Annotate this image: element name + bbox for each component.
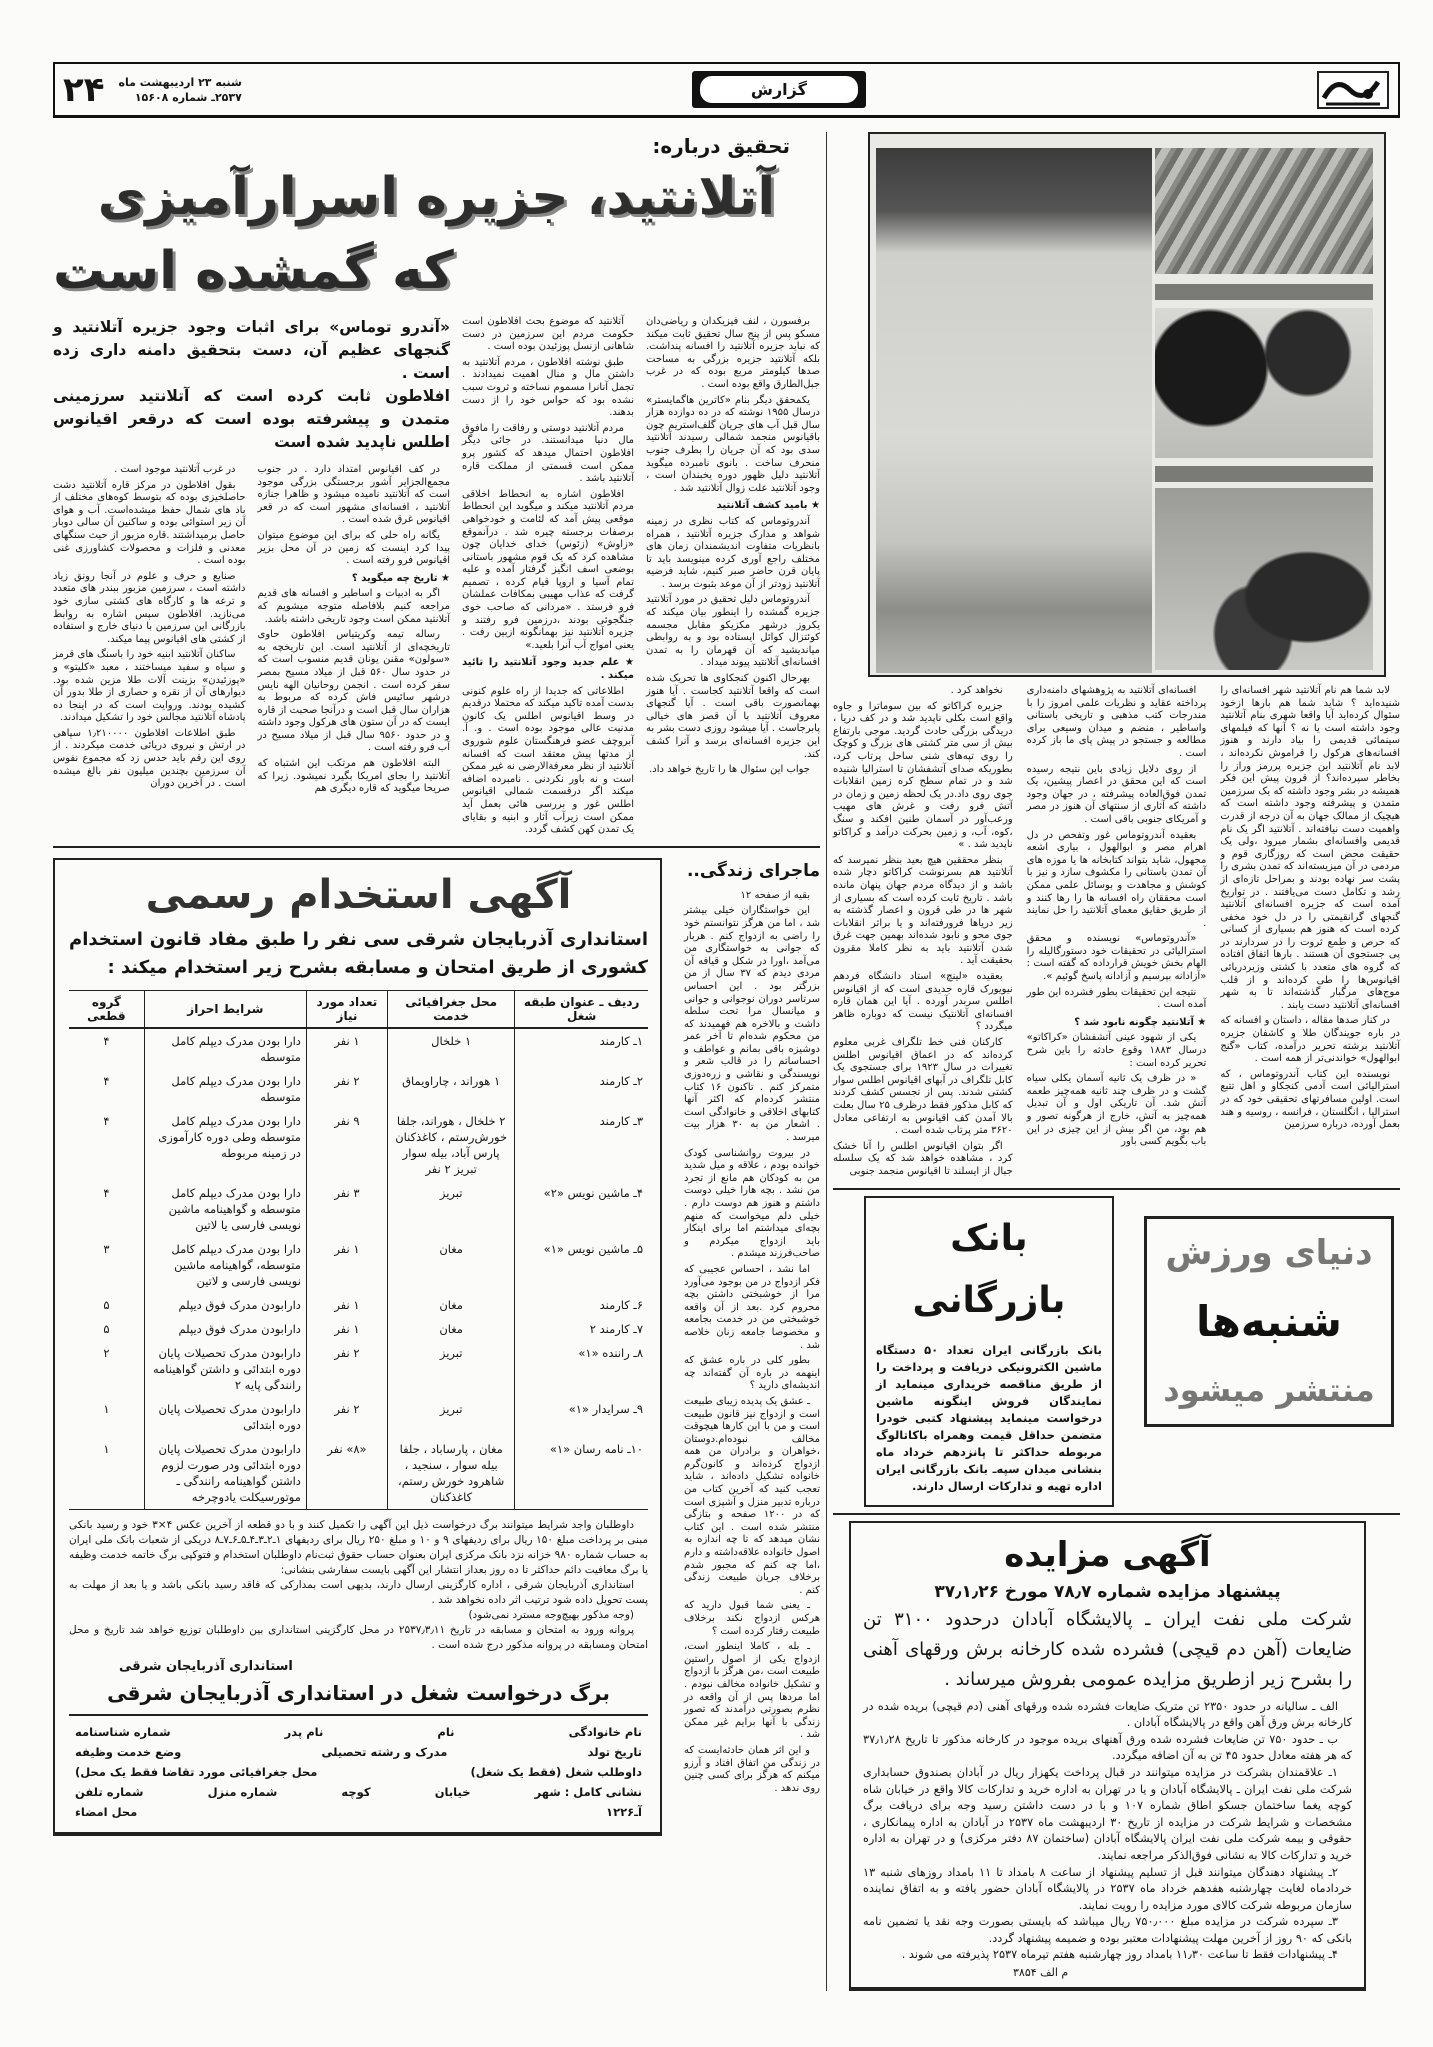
table-cell: ۹ نفر xyxy=(306,1109,387,1181)
paragraph: کارکنان فنی خط تلگراف غربی معلوم کرده‌اند که در اعماق اقیانوس اطلس تغییرات در سال ۱۹۲۳ برای جستجوی یک کابل تلگراف در آبهای اقیانوس اطلس سوار کشتی شدند. پس از تجسس کشف کردند که کابل مذکور فقط درظرف ۲۵ سال بعلت بالا آمدن کف اقیانوس به ارتفاعی معادل ۳۶۲۰ متر پرتاب شده است . xyxy=(832,1037,1013,1137)
application-form-title: برگ درخواست شغل در استانداری آذربایجان شرقی xyxy=(107,1680,610,1705)
form-field-label[interactable]: نام پدر xyxy=(284,1724,324,1739)
paragraph: پروانه ورود به امتحان و مسابقه در تاریخ ۲۵۳۷٫۳٫۱۱ در محل کارگزینی استانداری بین داوطلبان توزیع خواهد شد تاریخ و محل امتحان ومسابقه در پروانه مذکور درج شده است . xyxy=(69,1623,648,1651)
auction-ad-title: آگهی مزایده xyxy=(1004,1534,1211,1575)
form-row xyxy=(69,1742,648,1762)
table-cell: ۵ xyxy=(103,1321,110,1336)
table-row xyxy=(69,1341,648,1397)
table-cell: ۱۰ـ نامه رسان «۱» xyxy=(515,1437,648,1510)
paragraph: استانداری آذربایجان شرقی ، اداره کارگزینی ارسال دارند، بدیهی است بمدارکی که فاقد رسید بانکی باشد و یا بعد از مهلت به پست تحویل داده شود ترتیب اثر داده نخواهد شد . xyxy=(69,1578,648,1606)
column-header: شرایط احراز xyxy=(144,990,306,1028)
form-field-label[interactable]: تاریخ تولد xyxy=(587,1744,642,1759)
table-cell: ۱ نفر xyxy=(306,1293,387,1317)
sport-ad-box xyxy=(1144,1216,1394,1428)
paragraph: ۲ـ پیشنهاد دهندگان میتوانند قبل از تسلیم پیشنهاد از ساعت ۸ بامداد تا ۱۱ بامداد روزهای شنبه ۱۳ خردادماه لغایت چهارشنبه هفدهم خرداد ماه ۲۵۳۷ در پالایشگاه آبادان حضور یافته و به اتفاق نماینده سازمان مربوطه شرکت کالای مورد مزایده را رویت نمایند. xyxy=(863,1865,1353,1912)
deck-paragraph: افلاطون ثابت کرده است که آتلانتید سرزمینی متمدن و پیشرفته بوده است که درقعر اقیانوس اطلس ناپدید شده است xyxy=(53,387,450,451)
paragraph: افلاطون اشاره به انحطاط اخلاقی مردم آتلانتید میکند و میگوید این انحطاط موقعی پیش آمد که لئامت و خودخواهی برصفات برجسته چیره شد . درآنموقع «زاوش» (زئوس) خدای خدایان چون مشاهده کرد که یک قوم مشهور باستانی بوضعی اسف انگیز گرفتار آمده و علیه تمام آسیا و اروپا قیام کرده ، تصمیم گرفت که عذاب مهیبی بمکافات عملشان فرو فرستد . «مردانی که صاحب خوی جنگجوئی بودند ،درزمین فرو رفتند و جزیره آتلانتید نیز بهمانگونه ازبین رفت . یعنی امواج آب آنرا بلعید.» xyxy=(462,488,634,651)
table-cell: دارا بودن مدرک دیپلم کامل متوسطه وطی دوره کارآموزی در زمینه مربوطه xyxy=(144,1109,306,1181)
right-section xyxy=(826,132,1400,1991)
headline-line-1: آتلانتید، جزیره اسرارآمیزی xyxy=(97,167,776,227)
auction-ad-lead: شرکت ملی نفت ایران ـ پالایشگاه آبادان درحدود ۳۱۰۰ تن ضایعات (آهن دم قیچی) فشرده شده کارخانه برش ورقهای آهنی را بشرح زیر ازطریق مزایده عمومی بفروش میرساند . xyxy=(863,1608,1352,1690)
paragraph: افسانه‌ای آتلانتید به پژوهشهای دامنه‌داری پرداخته عقاید و نظریات علمی امروز را با مندرجات کتب مذهبی و تاریخی باستانی واساطیر ، منضم و میدان وسیعی برای مطالعه و جستجو در پیش پای ما باز کرده است . xyxy=(1026,685,1207,759)
table-row xyxy=(69,1109,648,1181)
newspaper-logo-icon xyxy=(1316,68,1390,112)
table-cell: دارابودن مدرک تحصیلات پایان دوره ابتدائی xyxy=(144,1397,306,1437)
paragraph: داوطلبان واجد شرایط میتوانند برگ درخواست ذیل این آگهی را تکمیل کنند و با دو قطعه از آخرین عکس ۴×۳ خود و رسید بانکی مبنی بر پرداخت مبلغ ۱۵۰ ریال برای ردیفهای ۹ و ۱۰ و مبلغ ۲۵۰ ریال برای ردیفهای ۱ـ۲ـ۳ـ۴ـ۵ـ۶ـ۷ـ۸ دریکی از شعبات بانک ملی ایران به حساب شماره ۹۸۰ خزانه نزد بانک مرکزی ایران بعنوان حساب حقوق ثبت‌نام داوطلبان استخدام و فتوکپی برگ خاتمه خدمت وظیفه یا برگ معافیت دائم حداکثر تا ده روز بعداز انتشار این آگهی بایست سفارشی بنشانی: xyxy=(69,1518,648,1576)
divider xyxy=(833,1188,1400,1190)
form-divider xyxy=(69,1714,648,1716)
divider xyxy=(53,846,820,848)
table-cell: ۲ نفر xyxy=(306,1069,387,1109)
paragraph: بعقیده «لینچ» استاد دانشگاه فردهم نیویورک قاره جدیدی است که از اقیانوس اطلس سربدر آورده . آیا این همان قاره افسانه‌ای آتلانتیک نیست که دوباره ظاهر میگردد ؟ xyxy=(832,971,1013,1033)
form-row xyxy=(69,1722,648,1742)
table-cell: ۱ هوراند ، چاراویماق xyxy=(387,1069,514,1109)
form-row xyxy=(69,1802,648,1822)
paragraph: (وجه مذکور بهیچ‌وجه مسترد نمی‌شود) xyxy=(468,1608,634,1621)
paragraph: الف ـ سالیانه در حدود ۲۳۵۰ تن متریک ضایعات فشرده شده ورقهای آهنی (دم قیچی) بریده شده در کارخانه برش ورق آهن واقع در پالایشگاه آبادان . xyxy=(863,1699,1352,1730)
application-form xyxy=(69,1722,648,1822)
paragraph: آندروتوماس دلیل تحقیق در مورد آتلانتید جزیره گمشده را اینطور بیان میکند که یکروز درشهر مکزیکو مقابل مجسمه کوئتزال کوائل ایستاده بود و به روابطی میاندیشید که آن قهرمان را به تمدن افسانه‌ای آتلانتید پیوند میداد . xyxy=(646,594,820,669)
paragraph: طبق اطلاعات افلاطون ۱٫۲۱۰۰۰۰ سپاهی در ارتش و نیروی دریائی خدمت میکردند . از روی این رقم باید حدس زد که مجموع نفوس آن سرزمین بچندین میلیون نفر بالغ میشده است . در آخرین دوران xyxy=(53,727,246,790)
article-column xyxy=(1027,685,1207,1182)
article-column xyxy=(833,685,1013,1182)
table-cell: ۱ نفر xyxy=(306,1028,387,1069)
table-cell: دارابودن مدرک تحصیلات پایان دوره ابتدائی و داشتن گواهینامه رانندگی پایه ۲ xyxy=(144,1341,306,1397)
photo-palm-trees xyxy=(1155,308,1373,458)
paragraph: ـ یعنی شما قبول دارید که هرکس ازدواج نکند برخلاف طبیعت رفتار کرده است ؟ xyxy=(684,1600,820,1637)
paragraph: نویسنده این کتاب آندروتوماس ، که استرالیائی است آدمی کنجکاو و اهل تتبع است. اولین مسافرتهای تحقیقی خود که در استرالیا ، انگلستان ، فرانسه ، روسیه و هند بعمل آورده، درباره سرزمین xyxy=(1220,1068,1400,1131)
paragraph: جزیره کراکاتو که بین سوماترا و جاوه واقع است بکلی ناپدید شد و در کف دریا ، دریدگی بزرگی حادث گردید. موجی بارتفاع بیش از سی متر کشتی های بزرگ و کوچک را روی تپه‌های شنی ساحل پرتاب کرد، بطوریکه صدای آتشفشان تا استرالیا شنیده شد و در تمام سطح کره زمین انقلابات جوی روی داد.در یک لحظه زمین و زمان در آتش فرو رفت و غرش های مهیب ورعب‌آور در آسمان طنین افکند و سنگ ،کوه، آب، و زمین بحرکت درآمد و کراکاتو ناپدید شد . » xyxy=(832,700,1013,851)
paragraph: رساله تیمه وکریتیاس افلاطون حاوی تاریخچه‌ای از آتلانتید است. این تاریخچه به «سولون» مقنن یونان قدیم منسوب است که در حدود سال ۵۶۰ قبل از میلاد مسیح بمصر سفر کرده است . انجمن روحانیان الهه نایس درشهر سائیس فاش کرده که مربوط به هزاران سال قبل است و درآنجا صحبت از قاره ایست که در آن ستون های هرکول وجود داشته و در حدود ۹۵۶۰ سال قبل از میلاد مسیح در آب فرو رفته است . xyxy=(257,629,450,754)
table-row xyxy=(69,1069,648,1109)
photo-beach-rocks xyxy=(876,148,1152,673)
life-story-section xyxy=(678,858,820,1836)
paragraph: در بیروت روانشناسی کودک خوانده بودم ، علاقه و میل شدید من به کودکان هم مانع از تجرد من نشد . بچه هارا خیلی دوست داشتم و هنوز هم دوست دارم . خیلی دلم میخواست که منهم بچه‌ای میداشتم اما برای اینکار باید ازدواج میکردم و صاحب‌فرزند میشدم . xyxy=(684,1147,820,1260)
life-story-title: ماجرای زندگی.. xyxy=(686,860,820,881)
auction-ad-box xyxy=(849,1521,1366,1992)
table-row xyxy=(69,1028,648,1069)
issue-info xyxy=(63,70,242,110)
issue-date xyxy=(119,75,242,105)
life-story-column xyxy=(684,890,820,1796)
table-cell: مغان ، پارساباد ، جلفا بیله سوار ، سنجید ، شاهرود خورش رستم، کاغذکنان xyxy=(387,1437,514,1510)
paragraph: ۱ـ علاقمندان بشرکت در مزایده میتوانند در قبال پرداخت یکهزار ریال در آبادان بصندوق حسابداری شرکت ملی نفت ایران ـ پالایشگاه آبادان و یا در تهران به اداره خرید و تدارکات کالا واقع در خیابان شاه کوچه یغما ساختمان جسکو اطاق شماره ۱۰۷ و با در دست داشتن رسید وجه برای دریافت برگ مشخصات و شرایط شرکت در مزایده از تاریخ ۳۰ اردیبهشت ماه ۲۵۳۷ در آبادان به اداره پیمانکاری ، حقوقی و بیمه شرکت ملی نفت ایران پالایشگاه آبادان (ساختمان ۸۷ دفتر مرکزی) و در تهران به اداره خرید و تدارکات کالا به نشانی فوق‌الذکر مراجعه نمایند. xyxy=(863,1765,1352,1862)
table-cell: دارا بودن مدرک دیپلم کامل متوسطه و گواهینامه ماشین نویسی فارسی یا لاتین xyxy=(144,1181,306,1237)
table-cell: ۳ xyxy=(103,1241,110,1256)
page-body xyxy=(53,132,1400,1991)
auction-ad-code: م الف ۳۸۵۴ xyxy=(1013,1966,1069,1980)
paragraph: نخواهد کرد . xyxy=(950,685,1003,696)
paragraph: بقیه از صفحه ۱۲ xyxy=(740,889,810,901)
paragraph: اما نشد ، احساس عجیبی که فکر ازدواج در من بوجود می‌آورد مرا از خوشبختی داشتن بچه محروم کرد .بعد از آن واقعه خوشبختی من در خدمت بجامعه و مخصوصا جامعه زنان خلاصه شد . xyxy=(684,1263,820,1351)
article-kicker: تحقیق درباره: xyxy=(652,134,790,158)
paragraph: ۳ـ سپرده شرکت در مزایده مبلغ ۷۵۰٫۰۰۰ ریال میباشد که بایستی بصورت وجه نقد یا تضمین نامه بانکی که ۹۰ روز از آخرین مهلت پیشنهادات معتبر بوده و ضمیمه پیشنهاد گردد. xyxy=(863,1915,1352,1945)
headline-line-2-wrap xyxy=(53,234,820,308)
right-article-columns xyxy=(833,685,1400,1182)
photo-mountains xyxy=(1155,148,1373,274)
paragraph: اطلاعاتی که جدیدا از راه علوم کنونی بدست آمده تاکید میکند که محتملا درقدیم در وسط اقیانوس اطلس یک کانون مدنیت عالی موجود بوده است . و. آ. آبروچف عضو فرهنگستان علوم شوروی از مدتها پیش معتقد است که افسانه آتلانتید از نظر معرفة‌الارضی نه غیر ممکن است و نه باور نکردنی . نامبرده اضافه میکند اگر درقسمت شمالی اقیانوس اطلس غور و بررسی هائی بعمل آید ممکن است زیرآب آثار و ابنیه و بقایای یک تمدن کهن کشف گردد. xyxy=(462,685,634,836)
form-field-label[interactable]: کوچه xyxy=(341,1784,371,1799)
table-cell: تبریز xyxy=(387,1181,514,1237)
form-field-label[interactable]: شماره شناسنامه xyxy=(75,1724,171,1739)
left-section xyxy=(53,132,820,1836)
divider xyxy=(833,1513,1400,1515)
table-cell: ۵ـ ماشین نویس «۱» xyxy=(515,1237,648,1293)
article-column xyxy=(258,464,451,799)
paragraph: یکمحقق دیگر بنام «کاترین هاگمایستر» درسال ۱۹۵۵ نوشته که در ده دوازده هزار سال قبل آب های جریان گلف‌استریم چون باقیانوس منجمد شمالی رسیدند آتلانتید سدی بود که آن جریان را بطرف جنوب منحرف ساخت . بانوی نامبرده میگوید آتلانتید دلیل ظهور دوره یخبندان است ، وجود آتلانتید علت زوال آتلانتید شد . xyxy=(646,394,820,494)
paragraph: بقول افلاطون در مرکز قاره آتلانتید دشت حاصلخیزی بوده که بتوسط کوه‌های مختلف از باد های شمال حفظ میشده‌است. آب و هوای آن زیر استوائی بوده و ساکنین آن سالی دوبار حاصل برمیداشتند .قاره مزبور از حیث سنگهای معدنی و فلزات و محصولات کشاورزی غنی بوده است . xyxy=(53,479,246,567)
form-row xyxy=(69,1782,648,1802)
table-cell: مغان xyxy=(387,1293,514,1317)
form-field-label[interactable]: داوطلب شغل (فقط یک شغل) xyxy=(470,1764,642,1779)
table-cell: دارابودن مدرک تحصیلات پایان دوره ابتدائی ودر صورت لزوم داشتن گواهینامه رانندگی ـ موتورسیکلت یادوچرخه xyxy=(144,1437,306,1510)
column-header: تعداد مورد نیاز xyxy=(306,990,387,1028)
table-cell: ۹ـ سرایدار «۱» xyxy=(515,1397,648,1437)
paragraph: جواب این سئوال ها را تاریخ خواهد داد. xyxy=(649,764,810,776)
table-row xyxy=(69,1181,648,1237)
newspaper-page xyxy=(53,0,1400,1991)
paragraph: یکی از شهود عینی آتشفشان «کراکاتو» درسال ۱۸۸۳ وقوع حادثه را باین شرح تحریر کرده است : xyxy=(1026,1032,1207,1069)
sport-ad-line: منتشر میشود xyxy=(1163,1371,1375,1410)
paragraph: برفسورن ، لنف فیزیکدان و ریاضی‌دان مسکو پس از پنج سال تحقیق ثابت میکند که نباید جزیره آتلانتید را افسانه پنداشت. بلکه آتلانتید جزیره بزرگی به مساحت صدها کیلومتر مربع بوده که در غرب جبل‌الطارق واقع بوده است . xyxy=(646,316,820,390)
article-deck xyxy=(53,316,450,454)
table-cell: دارا بودن مدرک دیپلم کامل متوسطه xyxy=(144,1028,306,1069)
photo-divider-bar xyxy=(1155,284,1373,300)
paragraph: «آندروتوماس» نویسنده و محقق استرالیائی در تحقیقات خود دستورگالیله را الهام بخش خویش قرارداده که گفته است : «آزادانه بپرسیم و آزادانه پاسخ گوئیم ». xyxy=(1026,933,1207,983)
form-field-label[interactable]: وضع خدمت وظیفه xyxy=(75,1744,182,1759)
job-ad-title: آگهی استخدام رسمی xyxy=(145,871,572,918)
paragraph: از روی دلایل زیادی باین نتیجه رسیده است که این محقق در اعصار پیشین، یک تمدن فوق‌العاده پیشرفته ، در جهان وجود داشته که آثاری از سنتهای آن هنوز در مصر و آمریکای جنوبی باقی است . xyxy=(1026,763,1207,825)
job-ad-and-life-story xyxy=(53,858,820,1836)
table-row xyxy=(69,1437,648,1510)
paragraph: آتلانتید که موضوع بحث افلاطون است حکومت مردم این سرزمین در دست شاهانی ازنسل پوزئیدن بوده است . xyxy=(462,316,634,353)
form-field-label[interactable]: نام xyxy=(437,1724,455,1739)
table-cell: ۱ نفر xyxy=(306,1317,387,1341)
form-field-label[interactable]: شماره تلفن xyxy=(75,1784,144,1799)
table-cell: دارا بودن مدرک دیپلم کامل متوسطه، گواهینامه ماشین نویسی فارسی و لاتین xyxy=(144,1237,306,1293)
article-deck-and-columns xyxy=(53,316,450,840)
paragraph: اگر به ادبیات و اساطیر و افسانه های قدیم مراجعه کنیم بلافاصله متوجه میشویم که آتلانتید ممکن است وجود تاریخی داشته باشد. xyxy=(257,588,450,625)
form-row xyxy=(69,1762,648,1782)
table-cell: ۳ـ کارمند xyxy=(515,1109,648,1181)
form-field-label[interactable]: خیابان xyxy=(434,1784,471,1799)
photo-divider-bar xyxy=(1155,466,1373,482)
article-column xyxy=(53,464,246,799)
paragraph: در کنار صدها مقاله ، داستان و افسانه که در باره جویندگان طلا و کاشفان جزیره آتلانتید برشته تحریر درآمده، کتاب «گنج ابوالهول» خواندنی‌تر از همه است . xyxy=(1220,1015,1400,1065)
table-cell: دارابودن مدرک فوق دیپلم xyxy=(144,1293,306,1317)
table-cell: مغان xyxy=(387,1237,514,1293)
subheading: ★ بامید کشف آتلانتید xyxy=(716,500,820,512)
table-cell: مغان xyxy=(387,1317,514,1341)
table-row xyxy=(69,1293,648,1317)
job-ad-box xyxy=(53,858,662,1836)
article-column xyxy=(462,316,634,840)
form-field-label[interactable]: شماره منزل xyxy=(207,1784,278,1799)
column-header: محل جغرافیائی خدمت xyxy=(387,990,514,1028)
sport-ad-line: دنیای ورزش xyxy=(1165,1232,1373,1273)
subheading: ★ علم جدید وجود آتلانتید را تائید میکند . xyxy=(462,657,634,682)
paragraph: طبق نوشته افلاطون ، مردم آتلانتید به داشتن مال و منال اهمیت نمیدادند . تجمل آنانرا مسموم نساخته و ثروت سبب نشده بود که حواس خود را از دست بدهند. xyxy=(462,356,634,419)
paragraph: ۴ـ پیشنهادات فقط تا ساعت ۱۱٫۳۰ بامداد روز چهارشنبه هفتم تیرماه ۲۵۳۷ پذیرفته می شوند . xyxy=(901,1948,1338,1962)
paragraph: در کف اقیانوس امتداد دارد . در جنوب مجمع‌الجزایر آشور برجستگی بزرگی موجود است که آتلانتید نامیده میشود و ظاهرا جنازه آتلانتید ، افسانه‌ای مشهور است که در قعر اقیانوس غرق شده است . xyxy=(257,464,450,526)
table-cell: ۲ نفر xyxy=(306,1397,387,1437)
job-ad-notes xyxy=(69,1518,648,1653)
deck-paragraph: «آندرو توماس» برای اثبات وجود جزیره آتلانتید و گنجهای عظیم آن، دست بتحقیق دامنه داری زده است . xyxy=(53,318,450,382)
table-cell: ۴ xyxy=(103,1113,110,1128)
bank-ad-title: بانک xyxy=(950,1217,1028,1259)
form-field-label[interactable]: نشانی کامل : شهر xyxy=(534,1784,642,1799)
photo-collage xyxy=(868,132,1386,677)
table-cell: ۴ xyxy=(103,1073,110,1088)
paragraph: نتیجه این تحقیقات بطور فشرده این طور آمده است . xyxy=(1026,986,1207,1011)
paragraph: صنایع و حرف و علوم در آنجا رونق زیاد داشته است ، سرزمین مزبور ببندر های متعدد و ترعه ها و کارگاه های کشتی سازی خود می‌نازید. افلاطون سپس اشاره به روابط بازرگانی این سرزمین با دنیای خارج و استفاده از کشتی های اقیانوس پیما میکند. xyxy=(53,570,246,645)
subheading: ★ آتلانتید چگونه نابود شد ؟ xyxy=(1074,1016,1207,1028)
table-cell: ۱ xyxy=(103,1401,110,1416)
paragraph: ـ بله ، کاملا اینطور است، ازدواج یکی از اصول راستین طبیعت است ،من هرگز با ازدواج و تشکیل خانواده مخالف نبودم . اما مردها پس از آن واقعه در نظرم بصورتی درآمدند که تصور زندگی با آنها برایم غیر ممکن شد . xyxy=(684,1641,820,1741)
table-cell: دارا بودن مدرک دیپلم کامل متوسطه xyxy=(144,1069,306,1109)
subheading: ★ تاریخ چه میگوید ؟ xyxy=(351,572,450,584)
date-line: شنبه ۲۳ اردیبهشت ماه xyxy=(118,75,242,89)
form-field-label[interactable]: مدرک و رشته تحصیلی xyxy=(321,1744,448,1759)
photo-couple-on-beach xyxy=(1155,488,1373,670)
job-table xyxy=(69,990,648,1510)
table-cell: ۱ نفر xyxy=(306,1237,387,1293)
bank-ad-title: بازرگانی xyxy=(912,1279,1066,1321)
table-cell: دارابودن مدرک فوق دیپلم xyxy=(144,1317,306,1341)
page-header-frame xyxy=(53,62,1400,118)
section-label: گزارش xyxy=(700,76,858,103)
paragraph: بهرحال اکنون کنجکاوی ها تحریک شده است که واقعا آتلانتید کجاست . آیا هنوز بهمانصورت باقی است . آیا گنجهای معروف آتلانتید با آن قصر های خیالی پابرجاست . آیا میشود روزی دست بشر به این جزیره افسانه‌ای برسد و آنرا کشف کند. xyxy=(646,673,820,760)
paragraph: اگر بتوان اقیانوس اطلس را آنا خشک کرد ، مشاهده خواهد شد که یک سلسله جبال از ایسلند تا اقیانوس منجمد جنوبی xyxy=(832,1140,1013,1177)
paragraph: یگانه راه حلی که برای این موضوع میتوان پیدا کرد اینست که زمین در آن محل بزیر اقیانوس فرو رفته است . xyxy=(257,529,450,567)
form-field-label[interactable]: محل امضاء xyxy=(75,1804,138,1819)
table-cell: ۲ نفر xyxy=(306,1341,387,1397)
paragraph: در غرب آتلانتید موجود است . xyxy=(114,464,236,475)
table-cell: «۸» نفر xyxy=(306,1437,387,1510)
job-ad-intro: استانداری آذربایجان شرقی سی نفر را طبق مفاد قانون استخدام کشوری از طریق امتحان و مسابقه بشرح زیر استخدام میکند : xyxy=(69,928,648,978)
table-cell: ۶ـ کارمند xyxy=(515,1293,648,1317)
form-field-label[interactable]: نام خانوادگی xyxy=(568,1724,642,1739)
table-row xyxy=(69,1237,648,1293)
table-cell: ۲ خلخال ، هوراند، جلفا خورش‌رستم ، کاغذکنان پارس آباد، بیله سوار تبریز ۲ نفر xyxy=(387,1109,514,1181)
paragraph: ب ـ حدود ۷۵۰ تن ضایعات فشرده شده ورق آهنهای بریده موجود در کارخانه مذکور تا تاریخ ۳۷٫۱٫۲۸ که هر هفته معادل حدود ۴۵ تن به آن اضافه میگردد. xyxy=(863,1732,1352,1763)
sport-ad-line: شنبه‌ها xyxy=(1196,1297,1342,1347)
paragraph: بنظر محققین هیچ بعید بنظر نمیرسد که آتلانتید هم بسرنوشت کراکاتو دچار شده باشد و از دیدگاه مردم جهان پنهان مانده باشد . تاریخ ثابت کرده است که بسیاری از شهر ها در طی قرون و اعصار گذشته به زیر دریاها فرورفته‌اند و یا براثر انقلابات جوی محو و نابود شده‌اند بهمین جهت غرق شدن آتلانتید باید به نظر کاملا مقرون بحقیقت آید . xyxy=(832,854,1013,967)
table-cell: ۴ xyxy=(103,1033,110,1048)
paragraph: لابد شما هم نام آتلانتید شهر افسانه‌ای را شنیده‌اید ؟ شاید شما هم بارها ازخود سئوال کرده‌اید آیا واقعا شهری بنام آتلانتید وجود داشته است یا نه ؟ آنها که فیلمهای سینمائی قدیمی را بیاد دارند و هنوز افسانه‌های هرکول را فراموش نکرده‌اند ، لابد نام آتلانتید این جزیره پررمز وراز را بخاطر سپرده‌اند؟ از قرون پیش این فکر همیشه در بشر وجود داشته که یک سرزمین متمدن و پیشرفته وجود داشته است که هیچیک از ممالک جهان به آن درجه از قدرت واهمیت دست نیافته‌اند . آتلانتید اگر یک نام قدیمی وافسانه‌ای بشمار میرود ،ولی یک حقیقت محض است که روزگاری قوم و مردمی در آن میزیسته‌اند که تمدن بشری را پشت سر نهاده بودند و بمراحل تازه‌ای از رشد و تکامل دست می‌یافتند . در تواریخ آمده است که جزیره افسانه‌ای آتلانتید گنجهای گرانقیمتی را در دل خود مخفی کرده است که هنوز هم بسیاری از کسانی که حرص و طمع ثروت را در سردارند در پی جستجوی آن هستند . بارها اتفاق افتاده که گروه های متعدد با کشتی وزیردریائی اقیانوس‌ها را طی کرده‌اند و از قلب موج‌های مرگبار گذشته‌اند تا به شهر افسانه‌ای آتلانتید دست یابند . xyxy=(1220,685,1400,1011)
column-header: گروه قطعی xyxy=(69,990,144,1028)
table-cell: ۱ xyxy=(103,1441,110,1456)
form-field-label[interactable]: محل جغرافیائی مورد تقاضا فقط یک محل) xyxy=(75,1764,318,1779)
table-cell: ۴ـ ماشین نویس «۲» xyxy=(515,1181,648,1237)
auction-ad-items xyxy=(863,1699,1352,1965)
paragraph: البته افلاطون هم مرتکب این اشتباه که آتلانتید را بجای امریکا بگیرد نمیشود. زیرا که صریحا میگوید که قاره دیگری هم xyxy=(257,758,450,795)
paragraph: بعقیده آندروتوماس غور وتفحص در دل اهرام مصر و ابوالهول ، بیاری اشعه مجهول، شاید بتواند کتابخانه ها یا موزه های آن تمدن باستانی را مکشوف سازد و نیز با کوشش و مجاهدت و بوسائل علمی ممکن است محققان راه افسانه ها را رها کنند و از طریق حقایق معمای آتلانتید را حل نمایند . xyxy=(1026,829,1207,929)
article-columns-row xyxy=(53,464,450,799)
table-cell: ۷ـ کارمند ۲ xyxy=(515,1317,648,1341)
paragraph: این خواستگاران خیلی بیشتر شد ، اما من هرگز نتوانستم خود را راضی به ازدواج کنم . هربار که جوانی به خواستگاری من می‌آمد ،اورا در شکل و قیافه آن مردی دیدم که ۳۷ سال از من بزرگتر بود . این احساس سرتاسر دوران نوجوانی و جوانی و میانسال مرا تحت سلطه داشت و بالاخره هم فهمیدند که من محکوم شده‌ام تا آخر عمر دوشیزه باقی بمانم و عواطف و احساساتم را در قالب شعر و نویسندگی و نقاشی و زره‌دوزی متمرکز کنم . تاکنون ۱۶ کتاب منتشر کرده‌ام که اکثر آنها کتابهای اخلاقی و خانوادگی است . اشعار من به ۳۰ هزار بیت میرسد . xyxy=(684,905,820,1144)
section-label-box xyxy=(692,71,866,108)
auction-ad-subtitle: پیشنهاد مزایده شماره ۷۸٫۷ مورخ ۳۷٫۱٫۲۶ xyxy=(934,1581,1281,1602)
paragraph: ـ عشق یک پدیده زیبای طبیعت است و ازدواج نیز قانون طبیعت است و من با این کارها هیچوقت مخالف نبوده‌ام.دوستان ،خواهران و برادران من همه ازدواج کرده‌اند و کانون‌گرم خانواده تشکیل داده‌اند ، شاید تعجب کنید که آخرین کتاب من درباره تدبیر منزل و آشپزی است که در ۱۲۰۰ صفحه و بتازگی منتشر شده است . این کتاب نشان میدهد که تا چه اندازه به اصول خانواده علاقه‌داشته و دارم ،اما چه کنم که مجبور شدم برخلاف جریان طبیعت زندگی کنم . xyxy=(684,1395,820,1596)
job-ad-signature: استانداری آذربایجان شرقی xyxy=(119,1658,293,1674)
table-cell: تبریز xyxy=(387,1397,514,1437)
table-cell: ۴ xyxy=(103,1185,110,1200)
paragraph: مردم آتلانتید دوستی و رفاقت را مافوق مال دنیا میدانستند. در جائی دیگر افلاطون احتمال میدهد که کشور پرو ممکن است قسمتی از مملکت قاره آتلانتید باشد . xyxy=(462,422,634,485)
ads-row xyxy=(833,1196,1400,1507)
article-column xyxy=(1220,685,1400,1182)
table-cell: ۳ نفر xyxy=(306,1181,387,1237)
table-cell: تبریز xyxy=(387,1341,514,1397)
table-cell: ۸ـ راننده «۱» xyxy=(515,1341,648,1397)
table-row xyxy=(69,1397,648,1437)
table-cell: ۲ xyxy=(103,1345,110,1360)
headline-line-2: که گمشده است xyxy=(53,241,454,301)
paragraph: و این اثر همان حادثه‌ایست که در زندگی من اتفاق افتاد و آرزو میکنم که هرگز برای کسی چنین روی ندهد . xyxy=(684,1744,820,1794)
table-cell: ۱ خلخال xyxy=(387,1028,514,1069)
article-body xyxy=(53,316,820,840)
column-header: ردیف ـ عنوان طبقه شغل xyxy=(515,990,648,1028)
issue-number-line: ۲۵۳۷ـ شماره ۱۵۶۰۸ xyxy=(134,90,242,104)
paragraph: بطور کلی در باره عشق که اینهمه در باره آن گفته‌اند چه اندیشه‌ای دارید ؟ xyxy=(684,1355,820,1392)
table-row xyxy=(69,1317,648,1341)
form-field-label[interactable]: آـ۱۲۲۶ xyxy=(606,1804,642,1819)
table-cell: ۵ xyxy=(103,1297,110,1312)
paragraph: ساکنان آتلانتید ابنیه خود را باسنگ های قرمز و سیاه و سفید میساختند ، معبد «کلیتو» و «پوزئیدن» بزینت آلات طلا مزین شده بود. دیوارهای آن از نقره و حصاری از طلا بدور آن کشیده بودند. وروایت است که در اینجا ده پادشاه آتلانتید مجالس خود را تشکیل میدادند. xyxy=(53,649,246,724)
bank-ad-box xyxy=(864,1196,1114,1507)
paragraph: « در ظرف یک ثانیه آسمان یکلی سیاه گشت و در ظرف چند ثانیه همه‌چیز طعمه آتش شد. آن تاریکی اول و آن تبدیل همه‌چیز به آتش، خارج از هرگونه تصور و هم بود، من اگر بیش از این چیزی در این باب بگویم کسی باور xyxy=(1026,1073,1207,1148)
table-cell: ۲ـ کارمند xyxy=(515,1069,648,1109)
paragraph: آندروتوماس که کتاب نظری در زمینه شواهد و مدارک جزیره آتلانتید ، همراه بانظریات متفاوت اندیشمندان زمان های مختلف راجع آوری کرده مینویسد باید تا پایان قرن حاضر صبر کنیم، شاید فرضیه آتلانتید زودتر از آن موعد بثبوت برسد . xyxy=(646,515,820,590)
bank-ad-body: بانک بازرگانی ایران تعداد ۵۰ دستگاه ماشین الکترونیکی دریافت و پرداخت را از طریق مناقصه خریداری مینماید از نمایندگان فروش اینگونه ماشین درخواست مینماید پیشنهاد کتبی خودرا متضمن حداقل قیمت وهمراه باکاتالوگ مربوطه حداکثر تا پانزدهم خرداد ماه بنشانی میدان سپه‌ـ بانک بازرگانی ایران اداره تهیه و تدارکات ارسال دارند. xyxy=(876,1342,1102,1493)
table-cell: ۱ـ کارمند xyxy=(515,1028,648,1069)
page-number: ۲۴ xyxy=(63,69,105,110)
article-column xyxy=(646,316,820,840)
